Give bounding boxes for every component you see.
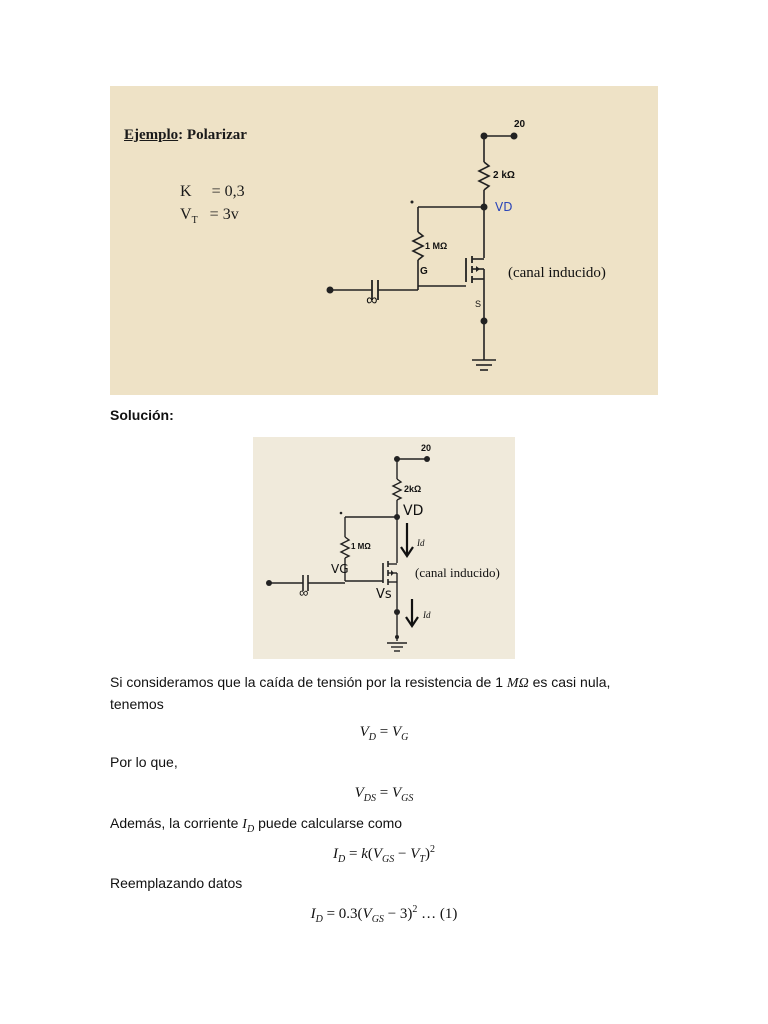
equation-vd-vg: $V_D = V_G$ xyxy=(359,724,409,743)
vd-label: VD xyxy=(403,503,424,519)
paragraph-2: Por lo que, xyxy=(110,754,178,770)
channel-label-2: (canal inducido) xyxy=(415,565,500,580)
vt-parameter: $V_T = 3v$ xyxy=(180,206,239,227)
rg-label: 1 MΩ xyxy=(425,241,448,251)
supply-label-2: 20 xyxy=(421,443,432,453)
equation-vds-vgs: $V_{DS} = V_{GS}$ xyxy=(354,785,414,804)
paragraph-4: Reemplazando datos xyxy=(110,875,243,891)
vd-handwritten-label: VD xyxy=(495,200,513,214)
circuit-diagram-2 xyxy=(253,437,515,659)
vs-label: Vs xyxy=(376,587,392,602)
solution-photo xyxy=(253,437,515,659)
rd-label-2: 2kΩ xyxy=(404,484,422,494)
k-parameter: K = 0,3 xyxy=(180,183,245,200)
paragraph-3: Además, la corriente $I_D$ puede calcularse como xyxy=(110,815,403,835)
example-title: Ejemplo: Polarizar xyxy=(124,127,247,143)
example-photo xyxy=(110,86,658,395)
solution-heading: Solución: xyxy=(110,407,174,423)
id-label-bottom: Id xyxy=(423,610,431,620)
capacitor-infinity-label-2: ∞ xyxy=(299,585,309,600)
supply-label: 20 xyxy=(514,119,526,130)
capacitor-infinity-label: ∞ xyxy=(366,292,378,309)
channel-label: (canal inducido) xyxy=(508,265,606,281)
supply-terminal xyxy=(511,133,518,140)
rg-label-2: 1 MΩ xyxy=(351,542,371,551)
gate-label: G xyxy=(420,266,428,277)
rd-label: 2 kΩ xyxy=(493,170,515,181)
input-terminal xyxy=(327,287,334,294)
paragraph-1: Si consideramos que la caída de tensión por la resistencia de 1 MΩ es casi nula, tenemos xyxy=(110,674,611,712)
equation-id-general: $I_D = k(V_{GS} - V_T)^2$ xyxy=(333,844,435,865)
id-label-top: Id xyxy=(417,538,425,548)
source-label: S xyxy=(475,299,482,309)
equation-id-numeric: $I_D = 0.3(V_{GS} - 3)^2$ … (1) xyxy=(310,904,458,925)
vg-label: VG xyxy=(331,562,349,576)
